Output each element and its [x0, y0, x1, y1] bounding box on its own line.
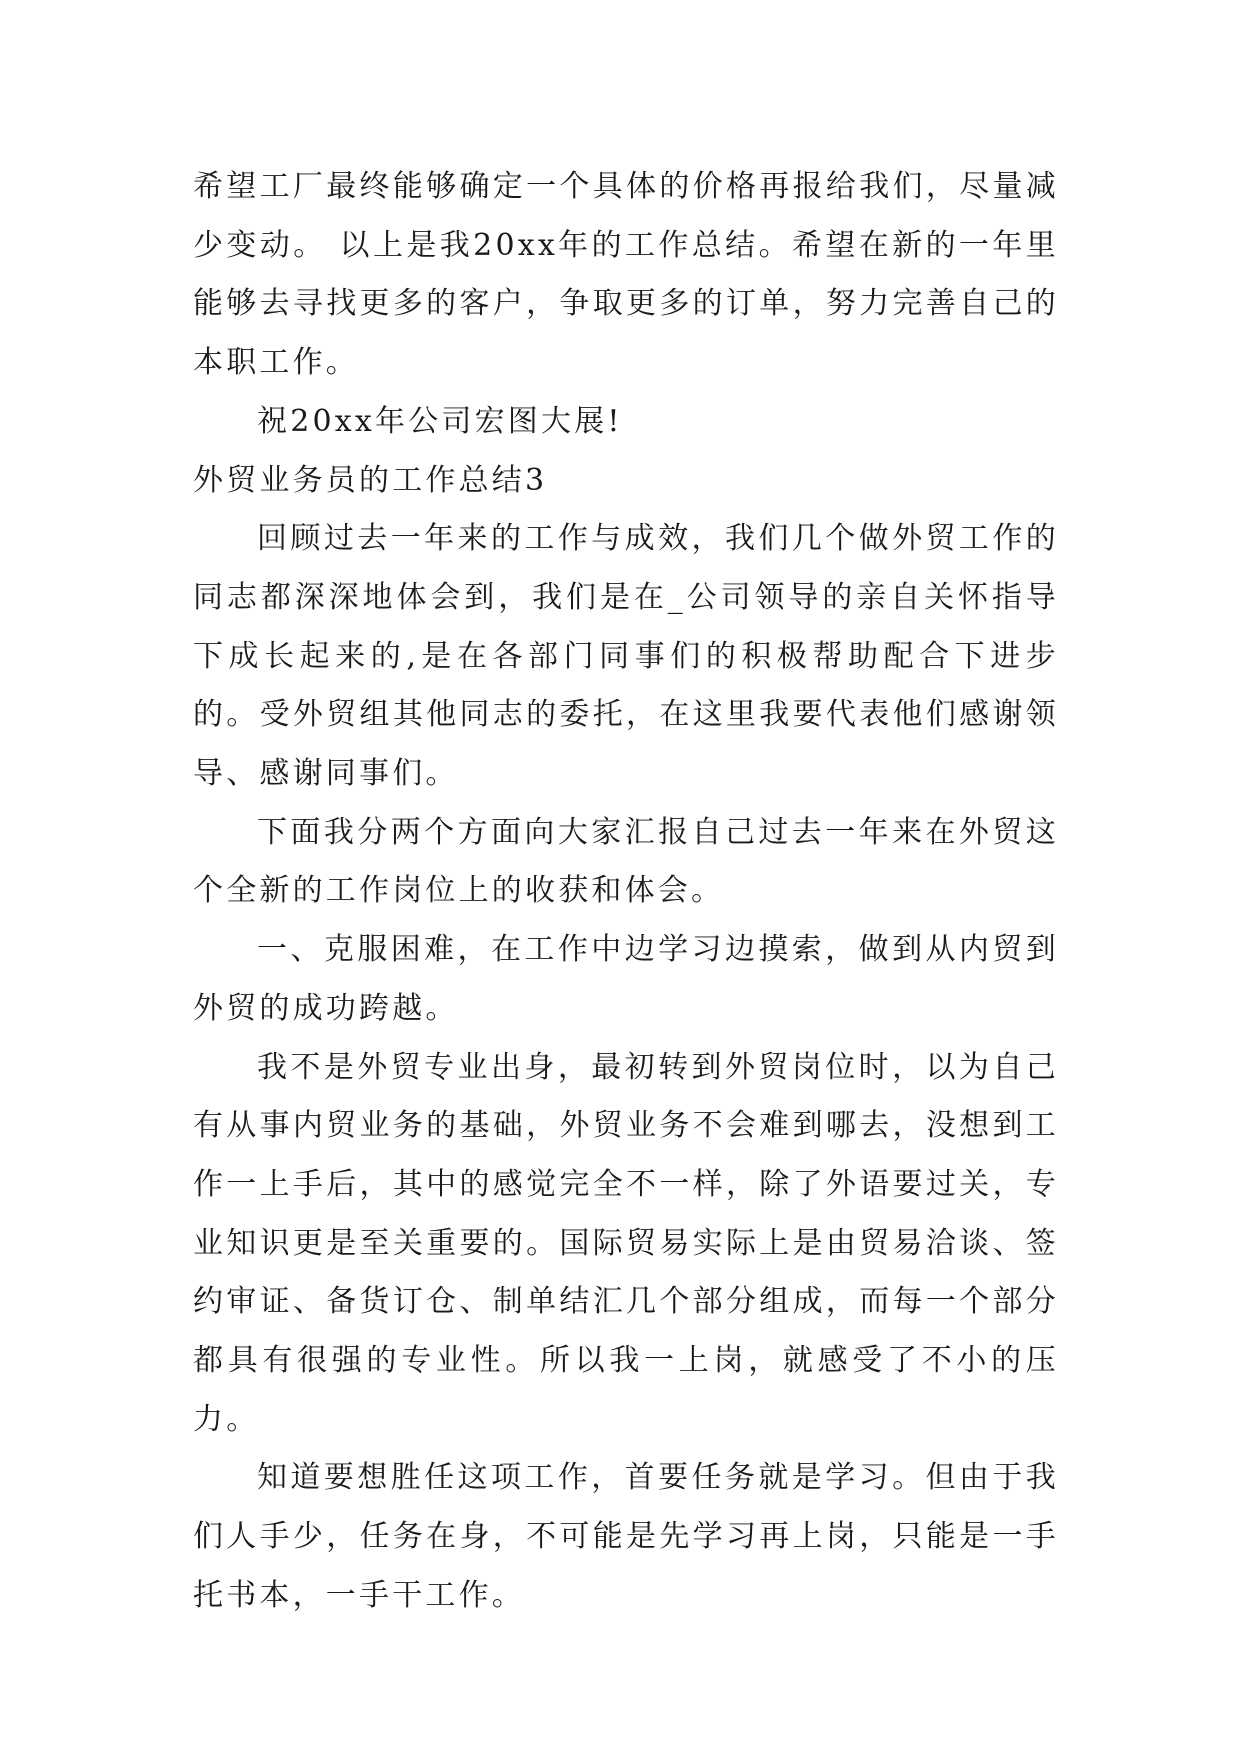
paragraph-review: 回顾过去一年来的工作与成效，我们几个做外贸工作的同志都深深地体会到，我们是在_公司领导的亲自关怀指导下成长起来的,是在各部门同事们的积极帮助配合下进步的。受外贸组其他同志的委托，在这里我要代表他们感谢领导、感谢同事们。 [193, 521, 1059, 792]
paragraph-point-one: 一、克服困难，在工作中边学习边摸索，做到从内贸到外贸的成功跨越。 [193, 932, 1059, 1026]
section-heading: 外贸业务员的工作总结3 [193, 462, 548, 498]
document-body [193, 158, 1059, 1626]
paragraph-closing-remarks: 希望工厂最终能够确定一个具体的价格再报给我们，尽量减少变动。 以上是我20xx年的工作总结。希望在新的一年里能够去寻找更多的客户，争取更多的订单，努力完善自己的本职工作。 [193, 169, 1059, 381]
paragraph-learning: 知道要想胜任这项工作，首要任务就是学习。但由于我们人手少，任务在身，不可能是先学习再上岗，只能是一手托书本，一手干工作。 [193, 1460, 1059, 1613]
paragraph-wishes: 祝20xx年公司宏图大展! [257, 403, 623, 439]
paragraph-report-intro: 下面我分两个方面向大家汇报自己过去一年来在外贸这个全新的工作岗位上的收获和体会。 [193, 814, 1059, 909]
paragraph-background: 我不是外贸专业出身，最初转到外贸岗位时，以为自己有从事内贸业务的基础，外贸业务不会难到哪去，没想到工作一上手后，其中的感觉完全不一样，除了外语要过关，专业知识更是至关重要的。国际贸易实际上是由贸易洽谈、签约审证、备货订仓、制单结汇几个部分组成，而每一个部分都具有很强的专业性。所以我一上岗，就感受了不小的压力。 [193, 1049, 1059, 1437]
